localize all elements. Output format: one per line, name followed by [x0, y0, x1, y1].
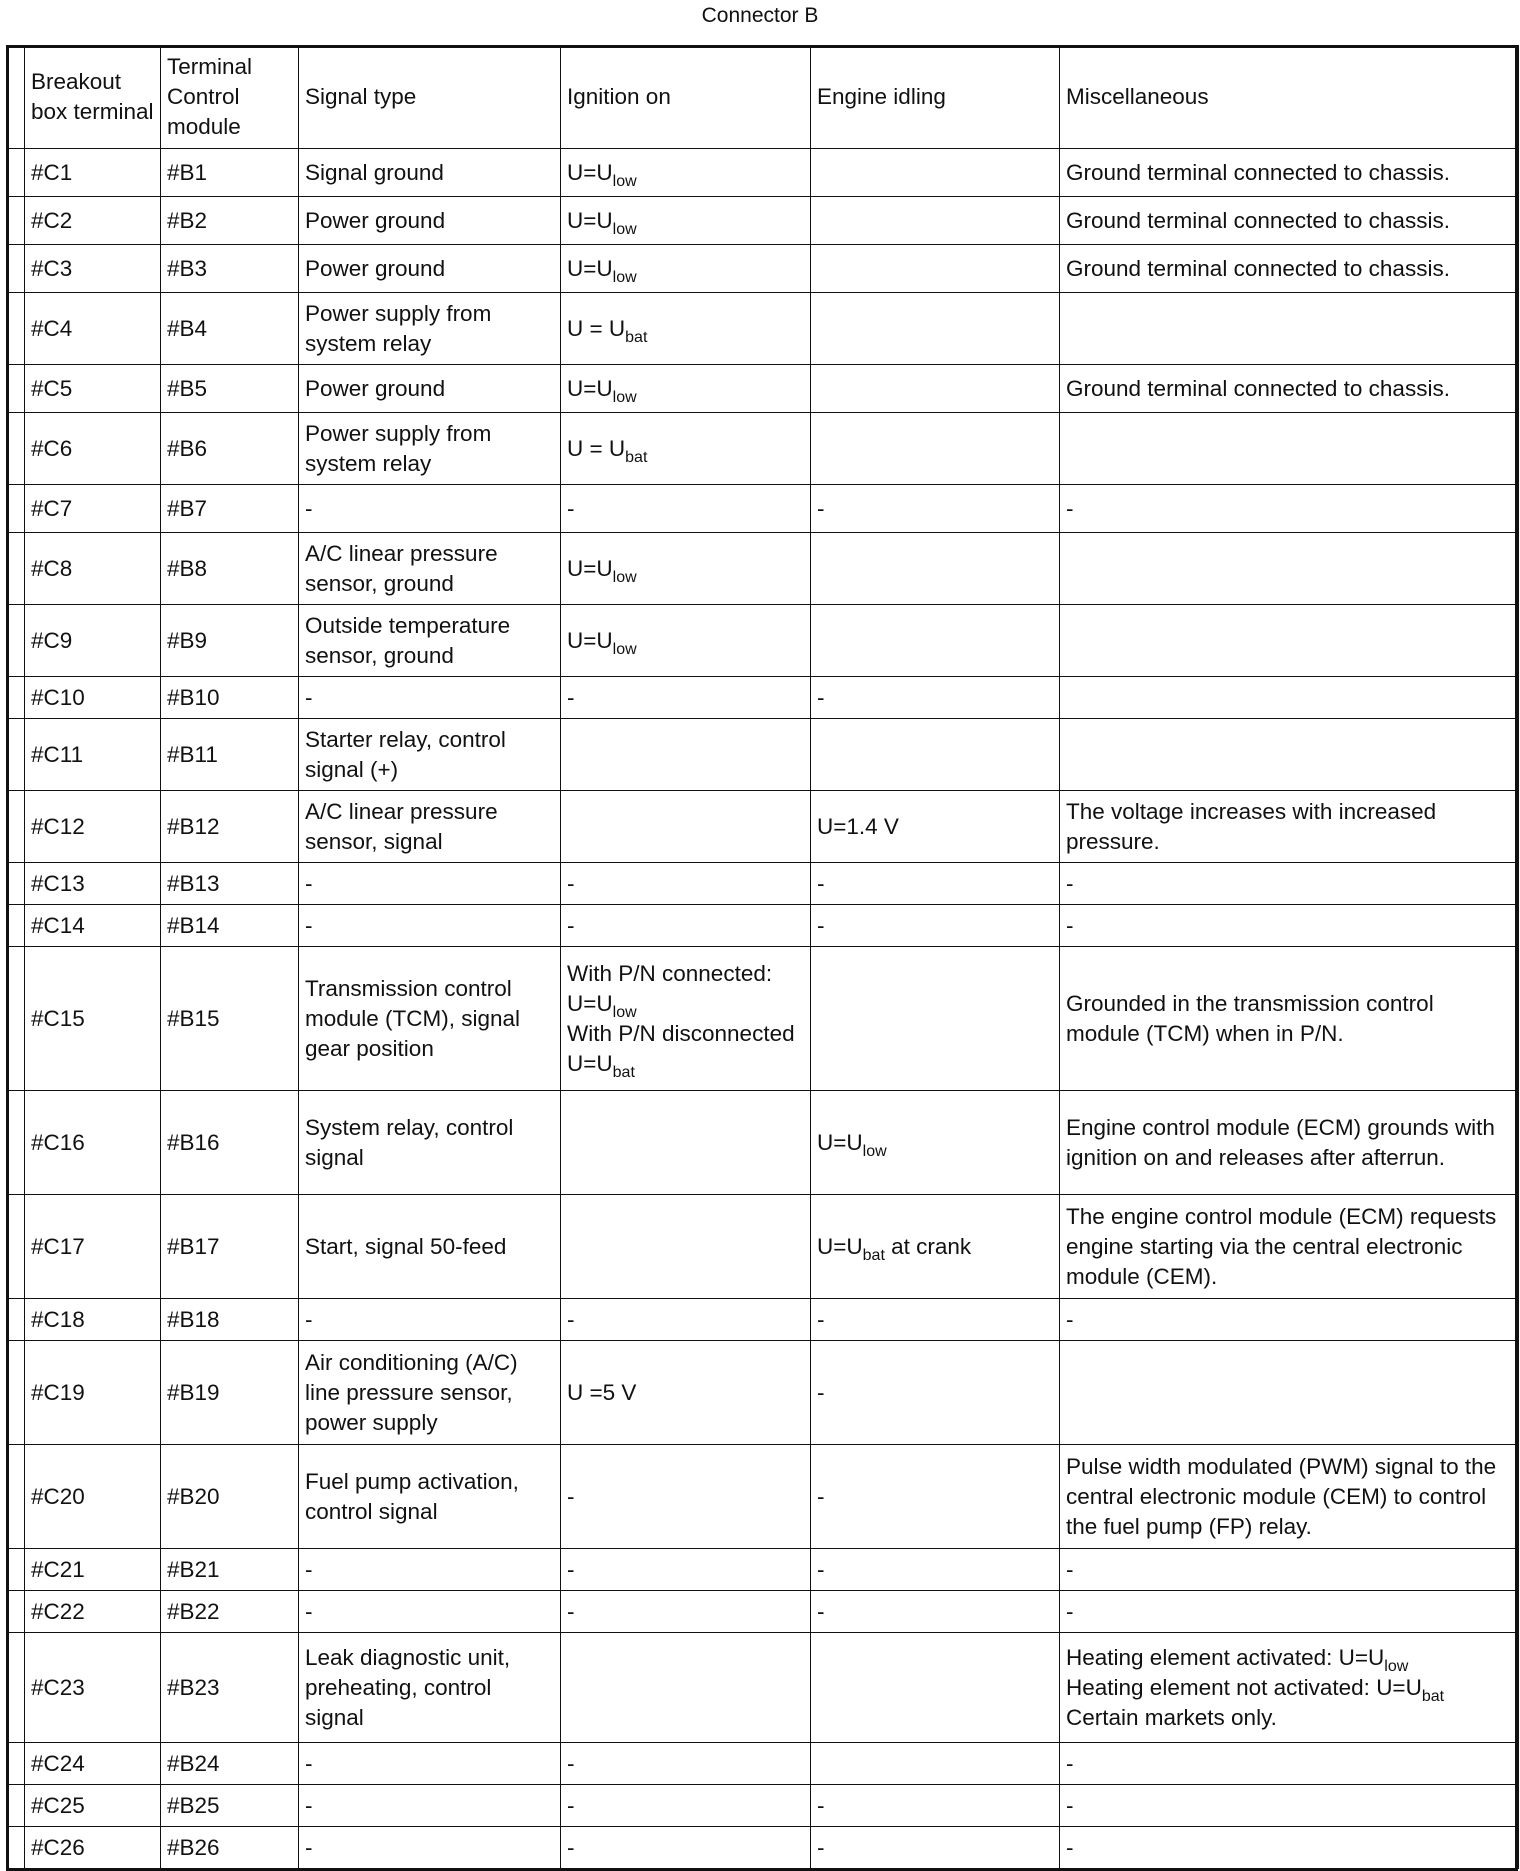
breakout-cell: #C23	[25, 1633, 161, 1743]
signal-type-cell: Transmission control module (TCM), signal gear position	[299, 947, 561, 1091]
signal-type-cell: Leak diagnostic unit, preheating, control signal	[299, 1633, 561, 1743]
table-row	[7, 863, 1519, 905]
gutter-cell	[7, 1549, 25, 1591]
miscellaneous-cell: Ground terminal connected to chassis.	[1060, 197, 1519, 245]
engine-idling-cell: -	[811, 863, 1060, 905]
breakout-cell: #C3	[25, 245, 161, 293]
ignition-on-cell: -	[561, 677, 811, 719]
table-row	[7, 791, 1519, 863]
miscellaneous-cell: -	[1060, 863, 1519, 905]
signal-type-cell: Power ground	[299, 365, 561, 413]
breakout-cell: #C4	[25, 293, 161, 365]
ignition-on-cell	[561, 719, 811, 791]
breakout-cell: #C13	[25, 863, 161, 905]
terminal-cell: #B14	[161, 905, 299, 947]
ignition-on-cell: -	[561, 485, 811, 533]
miscellaneous-cell	[1060, 293, 1519, 365]
table-row	[7, 1445, 1519, 1549]
ignition-on-cell: -	[561, 863, 811, 905]
terminal-cell: #B1	[161, 149, 299, 197]
engine-idling-cell: -	[811, 905, 1060, 947]
signal-type-cell: Signal ground	[299, 149, 561, 197]
signal-type-cell: Power ground	[299, 245, 561, 293]
connector-pin-table	[6, 45, 1519, 1869]
ignition-on-cell: U =5 V	[561, 1341, 811, 1445]
engine-idling-cell: -	[811, 1827, 1060, 1869]
table-row	[7, 1591, 1519, 1633]
ignition-on-cell: $U=U_{low}$	[561, 365, 811, 413]
miscellaneous-cell: -	[1060, 1549, 1519, 1591]
gutter-cell	[7, 719, 25, 791]
miscellaneous-cell: Grounded in the transmission control module (TCM) when in P/N.	[1060, 947, 1519, 1091]
table-row	[7, 197, 1519, 245]
signal-type-cell: -	[299, 1785, 561, 1827]
signal-type-cell: Power supply from system relay	[299, 413, 561, 485]
connector-title: Connector B	[701, 4, 819, 27]
ignition-on-cell: $U=U_{low}$	[561, 605, 811, 677]
ignition-on-cell: $U=U_{low}$	[561, 245, 811, 293]
terminal-cell: #B5	[161, 365, 299, 413]
gutter-cell	[7, 1195, 25, 1299]
breakout-cell: #C9	[25, 605, 161, 677]
miscellaneous-cell: Ground terminal connected to chassis.	[1060, 365, 1519, 413]
breakout-cell: #C5	[25, 365, 161, 413]
miscellaneous-cell	[1060, 413, 1519, 485]
gutter-cell	[7, 365, 25, 413]
engine-idling-cell	[811, 413, 1060, 485]
terminal-cell: #B11	[161, 719, 299, 791]
gutter-cell	[7, 605, 25, 677]
terminal-cell: #B17	[161, 1195, 299, 1299]
breakout-cell: #C7	[25, 485, 161, 533]
terminal-cell: #B9	[161, 605, 299, 677]
ignition-on-cell: -	[561, 905, 811, 947]
gutter-cell	[7, 245, 25, 293]
signal-type-cell: Power supply from system relay	[299, 293, 561, 365]
engine-idling-cell: -	[811, 1785, 1060, 1827]
terminal-cell: #B15	[161, 947, 299, 1091]
gutter-cell	[7, 863, 25, 905]
header-signal-type: Signal type	[299, 46, 561, 149]
table-row	[7, 947, 1519, 1091]
engine-idling-cell	[811, 605, 1060, 677]
gutter-cell	[7, 197, 25, 245]
gutter-cell	[7, 149, 25, 197]
breakout-cell: #C10	[25, 677, 161, 719]
terminal-cell: #B22	[161, 1591, 299, 1633]
gutter-cell	[7, 485, 25, 533]
table-row	[7, 1549, 1519, 1591]
ignition-on-cell: $U=U_{low}$	[561, 149, 811, 197]
engine-idling-cell: -	[811, 1549, 1060, 1591]
miscellaneous-cell: -	[1060, 1591, 1519, 1633]
table-row	[7, 1341, 1519, 1445]
table-row	[7, 533, 1519, 605]
header-miscellaneous: Miscellaneous	[1060, 46, 1519, 149]
miscellaneous-cell: Engine control module (ECM) grounds with ignition on and releases after afterrun.	[1060, 1091, 1519, 1195]
engine-idling-cell: $U=U_{bat}$ at crank	[811, 1195, 1060, 1299]
miscellaneous-cell: Heating element activated: $U=U_{low}$ Heating element not activated: $U=U_{bat}$ Certain markets only.	[1060, 1633, 1519, 1743]
gutter-cell	[7, 905, 25, 947]
gutter-cell	[7, 1299, 25, 1341]
miscellaneous-cell: Ground terminal connected to chassis.	[1060, 245, 1519, 293]
header-terminal: Terminal Control module	[161, 46, 299, 149]
engine-idling-cell	[811, 245, 1060, 293]
miscellaneous-cell: -	[1060, 1743, 1519, 1785]
breakout-cell: #C1	[25, 149, 161, 197]
table-row	[7, 1743, 1519, 1785]
engine-idling-cell	[811, 533, 1060, 605]
header-ignition-on: Ignition on	[561, 46, 811, 149]
header-row	[7, 46, 1519, 149]
terminal-cell: #B7	[161, 485, 299, 533]
terminal-cell: #B19	[161, 1341, 299, 1445]
terminal-cell: #B16	[161, 1091, 299, 1195]
table-row	[7, 719, 1519, 791]
signal-type-cell: -	[299, 863, 561, 905]
signal-type-cell: Power ground	[299, 197, 561, 245]
breakout-cell: #C26	[25, 1827, 161, 1869]
terminal-cell: #B25	[161, 1785, 299, 1827]
gutter-cell	[7, 1785, 25, 1827]
terminal-cell: #B24	[161, 1743, 299, 1785]
signal-type-cell: A/C linear pressure sensor, ground	[299, 533, 561, 605]
breakout-cell: #C21	[25, 1549, 161, 1591]
engine-idling-cell: -	[811, 1445, 1060, 1549]
table-row	[7, 905, 1519, 947]
breakout-cell: #C14	[25, 905, 161, 947]
gutter-cell	[7, 1827, 25, 1869]
terminal-cell: #B12	[161, 791, 299, 863]
breakout-cell: #C15	[25, 947, 161, 1091]
terminal-cell: #B20	[161, 1445, 299, 1549]
terminal-cell: #B3	[161, 245, 299, 293]
table-row	[7, 365, 1519, 413]
ignition-on-cell: -	[561, 1785, 811, 1827]
engine-idling-cell	[811, 947, 1060, 1091]
engine-idling-cell: -	[811, 677, 1060, 719]
engine-idling-cell	[811, 1633, 1060, 1743]
table-row	[7, 1299, 1519, 1341]
breakout-cell: #C2	[25, 197, 161, 245]
miscellaneous-cell: -	[1060, 1827, 1519, 1869]
terminal-cell: #B6	[161, 413, 299, 485]
table-row	[7, 605, 1519, 677]
engine-idling-cell: -	[811, 1299, 1060, 1341]
ignition-on-cell: -	[561, 1299, 811, 1341]
terminal-cell: #B13	[161, 863, 299, 905]
gutter-cell	[7, 293, 25, 365]
ignition-on-cell	[561, 1633, 811, 1743]
gutter-cell	[7, 1091, 25, 1195]
miscellaneous-cell: -	[1060, 485, 1519, 533]
miscellaneous-cell	[1060, 605, 1519, 677]
table-row	[7, 1633, 1519, 1743]
signal-type-cell: -	[299, 677, 561, 719]
gutter-cell	[7, 947, 25, 1091]
ignition-on-cell: $U=U_{low}$	[561, 197, 811, 245]
engine-idling-cell: -	[811, 1591, 1060, 1633]
breakout-cell: #C25	[25, 1785, 161, 1827]
terminal-cell: #B23	[161, 1633, 299, 1743]
engine-idling-cell: -	[811, 1341, 1060, 1445]
engine-idling-cell	[811, 1743, 1060, 1785]
ignition-on-cell	[561, 1091, 811, 1195]
gutter-cell	[7, 1743, 25, 1785]
breakout-cell: #C18	[25, 1299, 161, 1341]
engine-idling-cell: U=1.4 V	[811, 791, 1060, 863]
header-engine-idling: Engine idling	[811, 46, 1060, 149]
miscellaneous-cell: Ground terminal connected to chassis.	[1060, 149, 1519, 197]
signal-type-cell: Fuel pump activation, control signal	[299, 1445, 561, 1549]
terminal-cell: #B18	[161, 1299, 299, 1341]
terminal-cell: #B8	[161, 533, 299, 605]
miscellaneous-cell: -	[1060, 1785, 1519, 1827]
signal-type-cell: -	[299, 1549, 561, 1591]
gutter-cell	[7, 1591, 25, 1633]
signal-type-cell: -	[299, 1743, 561, 1785]
engine-idling-cell	[811, 197, 1060, 245]
breakout-cell: #C24	[25, 1743, 161, 1785]
terminal-cell: #B21	[161, 1549, 299, 1591]
ignition-on-cell: $U = U_{bat}$	[561, 293, 811, 365]
breakout-cell: #C8	[25, 533, 161, 605]
table-row	[7, 485, 1519, 533]
miscellaneous-cell	[1060, 719, 1519, 791]
table-row	[7, 413, 1519, 485]
table-row	[7, 149, 1519, 197]
ignition-on-cell: $U=U_{low}$	[561, 533, 811, 605]
gutter-cell	[7, 1445, 25, 1549]
terminal-cell: #B26	[161, 1827, 299, 1869]
miscellaneous-cell: -	[1060, 1299, 1519, 1341]
signal-type-cell: System relay, control signal	[299, 1091, 561, 1195]
gutter-cell	[7, 1341, 25, 1445]
signal-type-cell: Start, signal 50-feed	[299, 1195, 561, 1299]
ignition-on-cell: -	[561, 1827, 811, 1869]
terminal-cell: #B4	[161, 293, 299, 365]
signal-type-cell: A/C linear pressure sensor, signal	[299, 791, 561, 863]
breakout-cell: #C6	[25, 413, 161, 485]
miscellaneous-cell	[1060, 533, 1519, 605]
engine-idling-cell: $U=U_{low}$	[811, 1091, 1060, 1195]
breakout-cell: #C17	[25, 1195, 161, 1299]
ignition-on-cell: -	[561, 1591, 811, 1633]
ignition-on-cell: -	[561, 1743, 811, 1785]
gutter-cell	[7, 533, 25, 605]
breakout-cell: #C12	[25, 791, 161, 863]
engine-idling-cell	[811, 293, 1060, 365]
miscellaneous-cell: Pulse width modulated (PWM) signal to the central electronic module (CEM) to control the fuel pump (FP) relay.	[1060, 1445, 1519, 1549]
ignition-on-cell	[561, 1195, 811, 1299]
table-row	[7, 1785, 1519, 1827]
table-row	[7, 677, 1519, 719]
ignition-on-cell: With P/N connected: $U=U_{low}$ With P/N disconnected $U=U_{bat}$	[561, 947, 811, 1091]
miscellaneous-cell	[1060, 1341, 1519, 1445]
signal-type-cell: -	[299, 905, 561, 947]
engine-idling-cell: -	[811, 485, 1060, 533]
table-row	[7, 245, 1519, 293]
engine-idling-cell	[811, 365, 1060, 413]
signal-type-cell: Starter relay, control signal (+)	[299, 719, 561, 791]
breakout-cell: #C20	[25, 1445, 161, 1549]
table-row	[7, 1195, 1519, 1299]
signal-type-cell: Air conditioning (A/C) line pressure sensor, power supply	[299, 1341, 561, 1445]
gutter-cell	[7, 46, 25, 149]
table-row	[7, 1827, 1519, 1869]
terminal-cell: #B2	[161, 197, 299, 245]
miscellaneous-cell: The engine control module (ECM) requests engine starting via the central electronic module (CEM).	[1060, 1195, 1519, 1299]
breakout-cell: #C22	[25, 1591, 161, 1633]
breakout-cell: #C16	[25, 1091, 161, 1195]
gutter-cell	[7, 677, 25, 719]
signal-type-cell: -	[299, 485, 561, 533]
signal-type-cell: -	[299, 1827, 561, 1869]
engine-idling-cell	[811, 719, 1060, 791]
ignition-on-cell: -	[561, 1549, 811, 1591]
table-row	[7, 1091, 1519, 1195]
gutter-cell	[7, 1633, 25, 1743]
miscellaneous-cell: The voltage increases with increased pressure.	[1060, 791, 1519, 863]
signal-type-cell: -	[299, 1591, 561, 1633]
ignition-on-cell: -	[561, 1445, 811, 1549]
ignition-on-cell	[561, 791, 811, 863]
miscellaneous-cell	[1060, 677, 1519, 719]
gutter-cell	[7, 413, 25, 485]
signal-type-cell: Outside temperature sensor, ground	[299, 605, 561, 677]
terminal-cell: #B10	[161, 677, 299, 719]
ignition-on-cell: $U = U_{bat}$	[561, 413, 811, 485]
miscellaneous-cell: -	[1060, 905, 1519, 947]
breakout-cell: #C11	[25, 719, 161, 791]
header-breakout: Breakout box terminal	[25, 46, 161, 149]
gutter-cell	[7, 791, 25, 863]
table-row	[7, 293, 1519, 365]
engine-idling-cell	[811, 149, 1060, 197]
signal-type-cell: -	[299, 1299, 561, 1341]
breakout-cell: #C19	[25, 1341, 161, 1445]
